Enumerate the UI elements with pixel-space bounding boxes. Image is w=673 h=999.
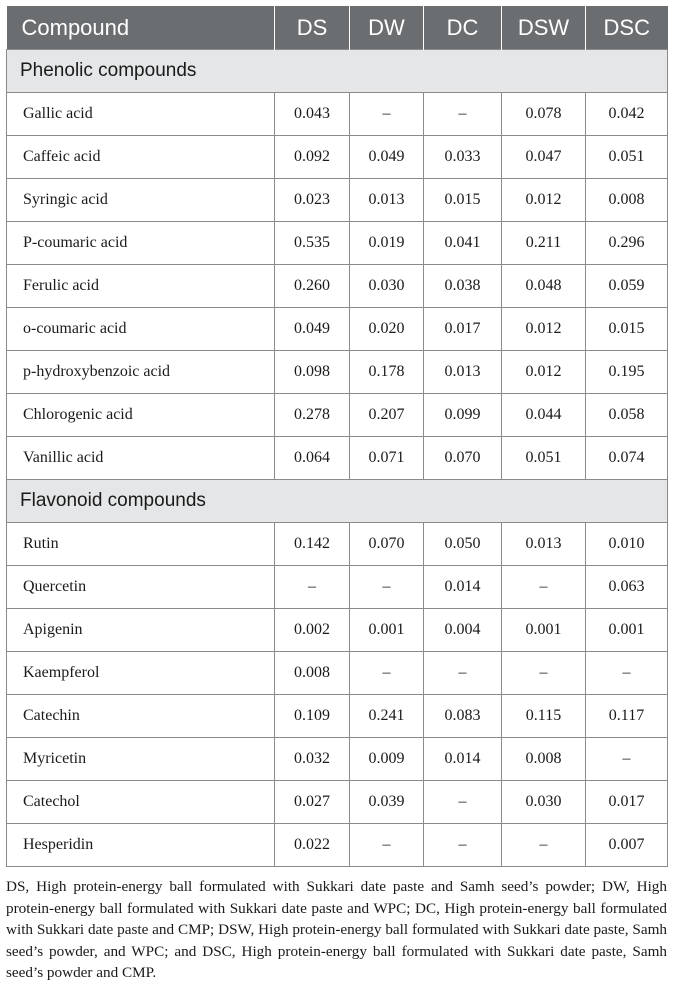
section-row <box>7 50 668 93</box>
value-cell: 0.014 <box>424 738 502 781</box>
value-cell: 0.007 <box>586 824 668 867</box>
value-cell: 0.092 <box>275 136 350 179</box>
compound-name: Syringic acid <box>7 179 275 222</box>
compound-name: P-coumaric acid <box>7 222 275 265</box>
value-cell: 0.070 <box>424 437 502 480</box>
value-cell: 0.083 <box>424 695 502 738</box>
header-compound: Compound <box>7 6 275 50</box>
compound-name: Rutin <box>7 523 275 566</box>
value-cell: 0.044 <box>502 394 586 437</box>
table-row <box>7 394 668 437</box>
value-cell: – <box>586 652 668 695</box>
value-cell: 0.109 <box>275 695 350 738</box>
value-cell: 0.014 <box>424 566 502 609</box>
value-cell: 0.064 <box>275 437 350 480</box>
value-cell: 0.002 <box>275 609 350 652</box>
value-cell: 0.207 <box>350 394 424 437</box>
value-cell: 0.033 <box>424 136 502 179</box>
value-cell: – <box>424 824 502 867</box>
table-row <box>7 609 668 652</box>
value-cell: 0.049 <box>275 308 350 351</box>
value-cell: 0.030 <box>502 781 586 824</box>
compound-name: Gallic acid <box>7 93 275 136</box>
table-row <box>7 566 668 609</box>
value-cell: 0.019 <box>350 222 424 265</box>
table-row <box>7 652 668 695</box>
value-cell: 0.009 <box>350 738 424 781</box>
table-row <box>7 781 668 824</box>
table-row <box>7 738 668 781</box>
value-cell: – <box>424 781 502 824</box>
value-cell: 0.043 <box>275 93 350 136</box>
compound-name: Apigenin <box>7 609 275 652</box>
value-cell: 0.535 <box>275 222 350 265</box>
table-container <box>6 6 667 999</box>
value-cell: 0.059 <box>586 265 668 308</box>
value-cell: 0.142 <box>275 523 350 566</box>
value-cell: 0.013 <box>502 523 586 566</box>
table-row <box>7 351 668 394</box>
compound-name: Quercetin <box>7 566 275 609</box>
value-cell: 0.001 <box>586 609 668 652</box>
compound-name: Hesperidin <box>7 824 275 867</box>
value-cell: 0.071 <box>350 437 424 480</box>
table-row <box>7 136 668 179</box>
value-cell: – <box>424 93 502 136</box>
value-cell: – <box>350 566 424 609</box>
value-cell: 0.195 <box>586 351 668 394</box>
value-cell: 0.027 <box>275 781 350 824</box>
section-title: Phenolic compounds <box>7 50 668 93</box>
value-cell: 0.042 <box>586 93 668 136</box>
table-footnote: DS, High protein-energy ball formulated with Sukkari date paste and Samh seed’s powder; DW, High protein-energy ball formulated with Sukkari date paste and WPC; DC, High protein-energy ball formulated with Sukkari date paste and CMP; DSW, High protein-energy ball formulated with Sukkari date paste, Samh seed’s powder, and WPC; and DSC, High protein-energy ball formulated with Sukkari date paste, Samh seed’s powder and CMP. <box>6 878 667 981</box>
value-cell: – <box>502 824 586 867</box>
value-cell: 0.015 <box>586 308 668 351</box>
value-cell: 0.013 <box>350 179 424 222</box>
compound-name: p-hydroxybenzoic acid <box>7 351 275 394</box>
table-row <box>7 695 668 738</box>
section-row <box>7 480 668 523</box>
value-cell: 0.017 <box>586 781 668 824</box>
value-cell: 0.070 <box>350 523 424 566</box>
value-cell: 0.008 <box>502 738 586 781</box>
value-cell: 0.023 <box>275 179 350 222</box>
value-cell: 0.004 <box>424 609 502 652</box>
value-cell: 0.260 <box>275 265 350 308</box>
value-cell: – <box>502 566 586 609</box>
value-cell: 0.001 <box>502 609 586 652</box>
value-cell: 0.008 <box>275 652 350 695</box>
header-dsc: DSC <box>586 6 668 50</box>
value-cell: – <box>502 652 586 695</box>
value-cell: – <box>275 566 350 609</box>
value-cell: 0.115 <box>502 695 586 738</box>
value-cell: 0.049 <box>350 136 424 179</box>
value-cell: 0.038 <box>424 265 502 308</box>
value-cell: 0.022 <box>275 824 350 867</box>
value-cell: 0.012 <box>502 179 586 222</box>
value-cell: 0.050 <box>424 523 502 566</box>
table-row <box>7 265 668 308</box>
table-header <box>7 6 668 50</box>
value-cell: – <box>350 652 424 695</box>
table-row <box>7 222 668 265</box>
value-cell: 0.010 <box>586 523 668 566</box>
compound-name: o-coumaric acid <box>7 308 275 351</box>
value-cell: 0.041 <box>424 222 502 265</box>
compound-name: Chlorogenic acid <box>7 394 275 437</box>
value-cell: 0.241 <box>350 695 424 738</box>
compound-name: Kaempferol <box>7 652 275 695</box>
section-title: Flavonoid compounds <box>7 480 668 523</box>
table-row <box>7 179 668 222</box>
value-cell: 0.013 <box>424 351 502 394</box>
value-cell: 0.074 <box>586 437 668 480</box>
value-cell: 0.030 <box>350 265 424 308</box>
value-cell: 0.020 <box>350 308 424 351</box>
value-cell: – <box>424 652 502 695</box>
value-cell: 0.047 <box>502 136 586 179</box>
table-row <box>7 824 668 867</box>
value-cell: 0.001 <box>350 609 424 652</box>
table-row <box>7 437 668 480</box>
header-dsw: DSW <box>502 6 586 50</box>
value-cell: 0.117 <box>586 695 668 738</box>
table-row <box>7 93 668 136</box>
value-cell: 0.051 <box>502 437 586 480</box>
compound-name: Catechol <box>7 781 275 824</box>
value-cell: – <box>350 93 424 136</box>
value-cell: 0.048 <box>502 265 586 308</box>
value-cell: 0.015 <box>424 179 502 222</box>
table-row <box>7 308 668 351</box>
compound-name: Catechin <box>7 695 275 738</box>
value-cell: 0.098 <box>275 351 350 394</box>
value-cell: 0.178 <box>350 351 424 394</box>
compound-name: Caffeic acid <box>7 136 275 179</box>
value-cell: 0.008 <box>586 179 668 222</box>
value-cell: 0.296 <box>586 222 668 265</box>
value-cell: 0.032 <box>275 738 350 781</box>
value-cell: – <box>350 824 424 867</box>
value-cell: – <box>586 738 668 781</box>
table-row <box>7 523 668 566</box>
value-cell: 0.278 <box>275 394 350 437</box>
compound-name: Ferulic acid <box>7 265 275 308</box>
compound-name: Vanillic acid <box>7 437 275 480</box>
value-cell: 0.058 <box>586 394 668 437</box>
table-body <box>7 50 668 867</box>
header-dw: DW <box>350 6 424 50</box>
compounds-table <box>6 6 668 867</box>
value-cell: 0.078 <box>502 93 586 136</box>
value-cell: 0.063 <box>586 566 668 609</box>
compound-name: Myricetin <box>7 738 275 781</box>
value-cell: 0.051 <box>586 136 668 179</box>
value-cell: 0.012 <box>502 308 586 351</box>
value-cell: 0.012 <box>502 351 586 394</box>
header-row <box>7 6 668 50</box>
header-dc: DC <box>424 6 502 50</box>
value-cell: 0.211 <box>502 222 586 265</box>
value-cell: 0.017 <box>424 308 502 351</box>
value-cell: 0.099 <box>424 394 502 437</box>
value-cell: 0.039 <box>350 781 424 824</box>
header-ds: DS <box>275 6 350 50</box>
